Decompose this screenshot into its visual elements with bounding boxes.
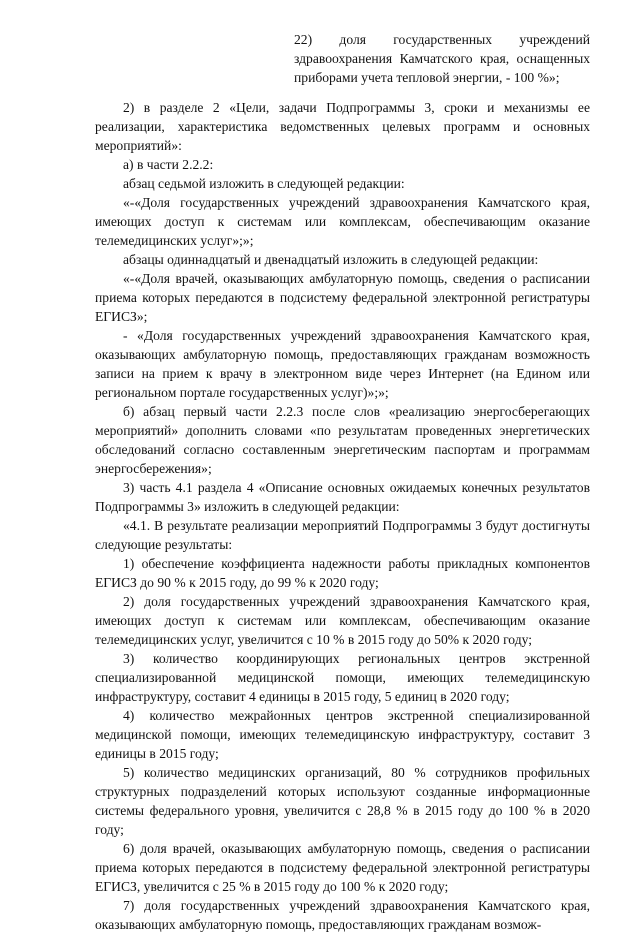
result-item-5: 5) количество медицинских организаций, 80 % сотрудников профильных структурных подразделений которых используют созданные информационные системы федерального уровня, увеличится с 28,8 % в 2015 году до 100 % в 2020 году; xyxy=(95,765,590,837)
paragraph-part-2-2-2: а) в части 2.2.2: xyxy=(123,157,214,172)
continued-list-item-22: 22) доля государственных учреждений здравоохранения Камчатского края, оснащенных приборами учета тепловой энергии, - 100 %»; xyxy=(294,32,590,85)
result-item-1: 1) обеспечение коэффициента надежности работы прикладных компонентов ЕГИСЗ до 90 % к 2015 году, до 99 % к 2020 году; xyxy=(95,556,590,590)
result-item-6: 6) доля врачей, оказывающих амбулаторную помощь, сведения о расписании приема которых передаются в подсистему федеральной электронной регистратуры ЕГИСЗ, увеличится с 25 % в 2015 году до 100 % к 2020 году; xyxy=(95,841,590,894)
paragraph-instruction-11-12: абзацы одиннадцатый и двенадцатый изложить в следующей редакции: xyxy=(123,252,539,267)
result-item-2: 2) доля государственных учреждений здравоохранения Камчатского края, имеющих доступ к системам или комплексам, обеспечивающим оказание телемедицинских услуг, увеличится с 10 % в 2015 году до 50% к 2020 году; xyxy=(95,594,590,647)
paragraph-section-2: 2) в разделе 2 «Цели, задачи Подпрограммы 3, сроки и механизмы ее реализации, характеристика ведомственных целевых программ и основных мероприятий»: xyxy=(95,100,590,153)
paragraph-instruction-7th: абзац седьмой изложить в следующей редакции: xyxy=(123,176,405,191)
result-item-7: 7) доля государственных учреждений здравоохранения Камчатского края, оказывающих амбулаторную помощь, предоставляющих гражданам возмож- xyxy=(95,898,590,932)
document-body xyxy=(95,98,590,934)
paragraph-section-4: 3) часть 4.1 раздела 4 «Описание основных ожидаемых конечных результатов Подпрограммы 3» изложить в следующей редакции: xyxy=(95,480,590,514)
paragraph-part-2-2-3: б) абзац первый части 2.2.3 после слов «реализацию энергосберегающих мероприятий» дополнить словами «по результатам проведенных энергетических обследований согласно составленным энергетическим паспортам и программам энергосбережения»; xyxy=(95,404,590,476)
result-item-4: 4) количество межрайонных центров экстренной специализированной медицинской помощи, имеющих телемедицинскую инфраструктуру, составит 3 единицы в 2015 году; xyxy=(95,708,590,761)
result-item-3: 3) количество координирующих региональных центров экстренной специализированной медицинской помощи, имеющих телемедицинскую инфраструктуру, составит 4 единицы в 2015 году, 5 единиц в 2020 году; xyxy=(95,651,590,704)
paragraph-quote-telemedicine: «-«Доля государственных учреждений здравоохранения Камчатского края, имеющих доступ к системам или комплексам, обеспечивающим оказание телемедицинских услуг»;»; xyxy=(95,195,590,248)
paragraph-quote-online-booking: - «Доля государственных учреждений здравоохранения Камчатского края, оказывающих амбулаторную помощь, предоставляющих гражданам возможность записи на прием к врачу в электронном виде через Интернет (на Едином или региональном портале государственных услуг)»;»; xyxy=(95,328,590,400)
paragraph-quote-doctors: «-«Доля врачей, оказывающих амбулаторную помощь, сведения о расписании приема которых передаются в подсистему федеральной электронной регистратуры ЕГИСЗ»; xyxy=(95,271,590,324)
paragraph-4-1-intro: «4.1. В результате реализации мероприятий Подпрограммы 3 будут достигнуты следующие результаты: xyxy=(95,518,590,552)
